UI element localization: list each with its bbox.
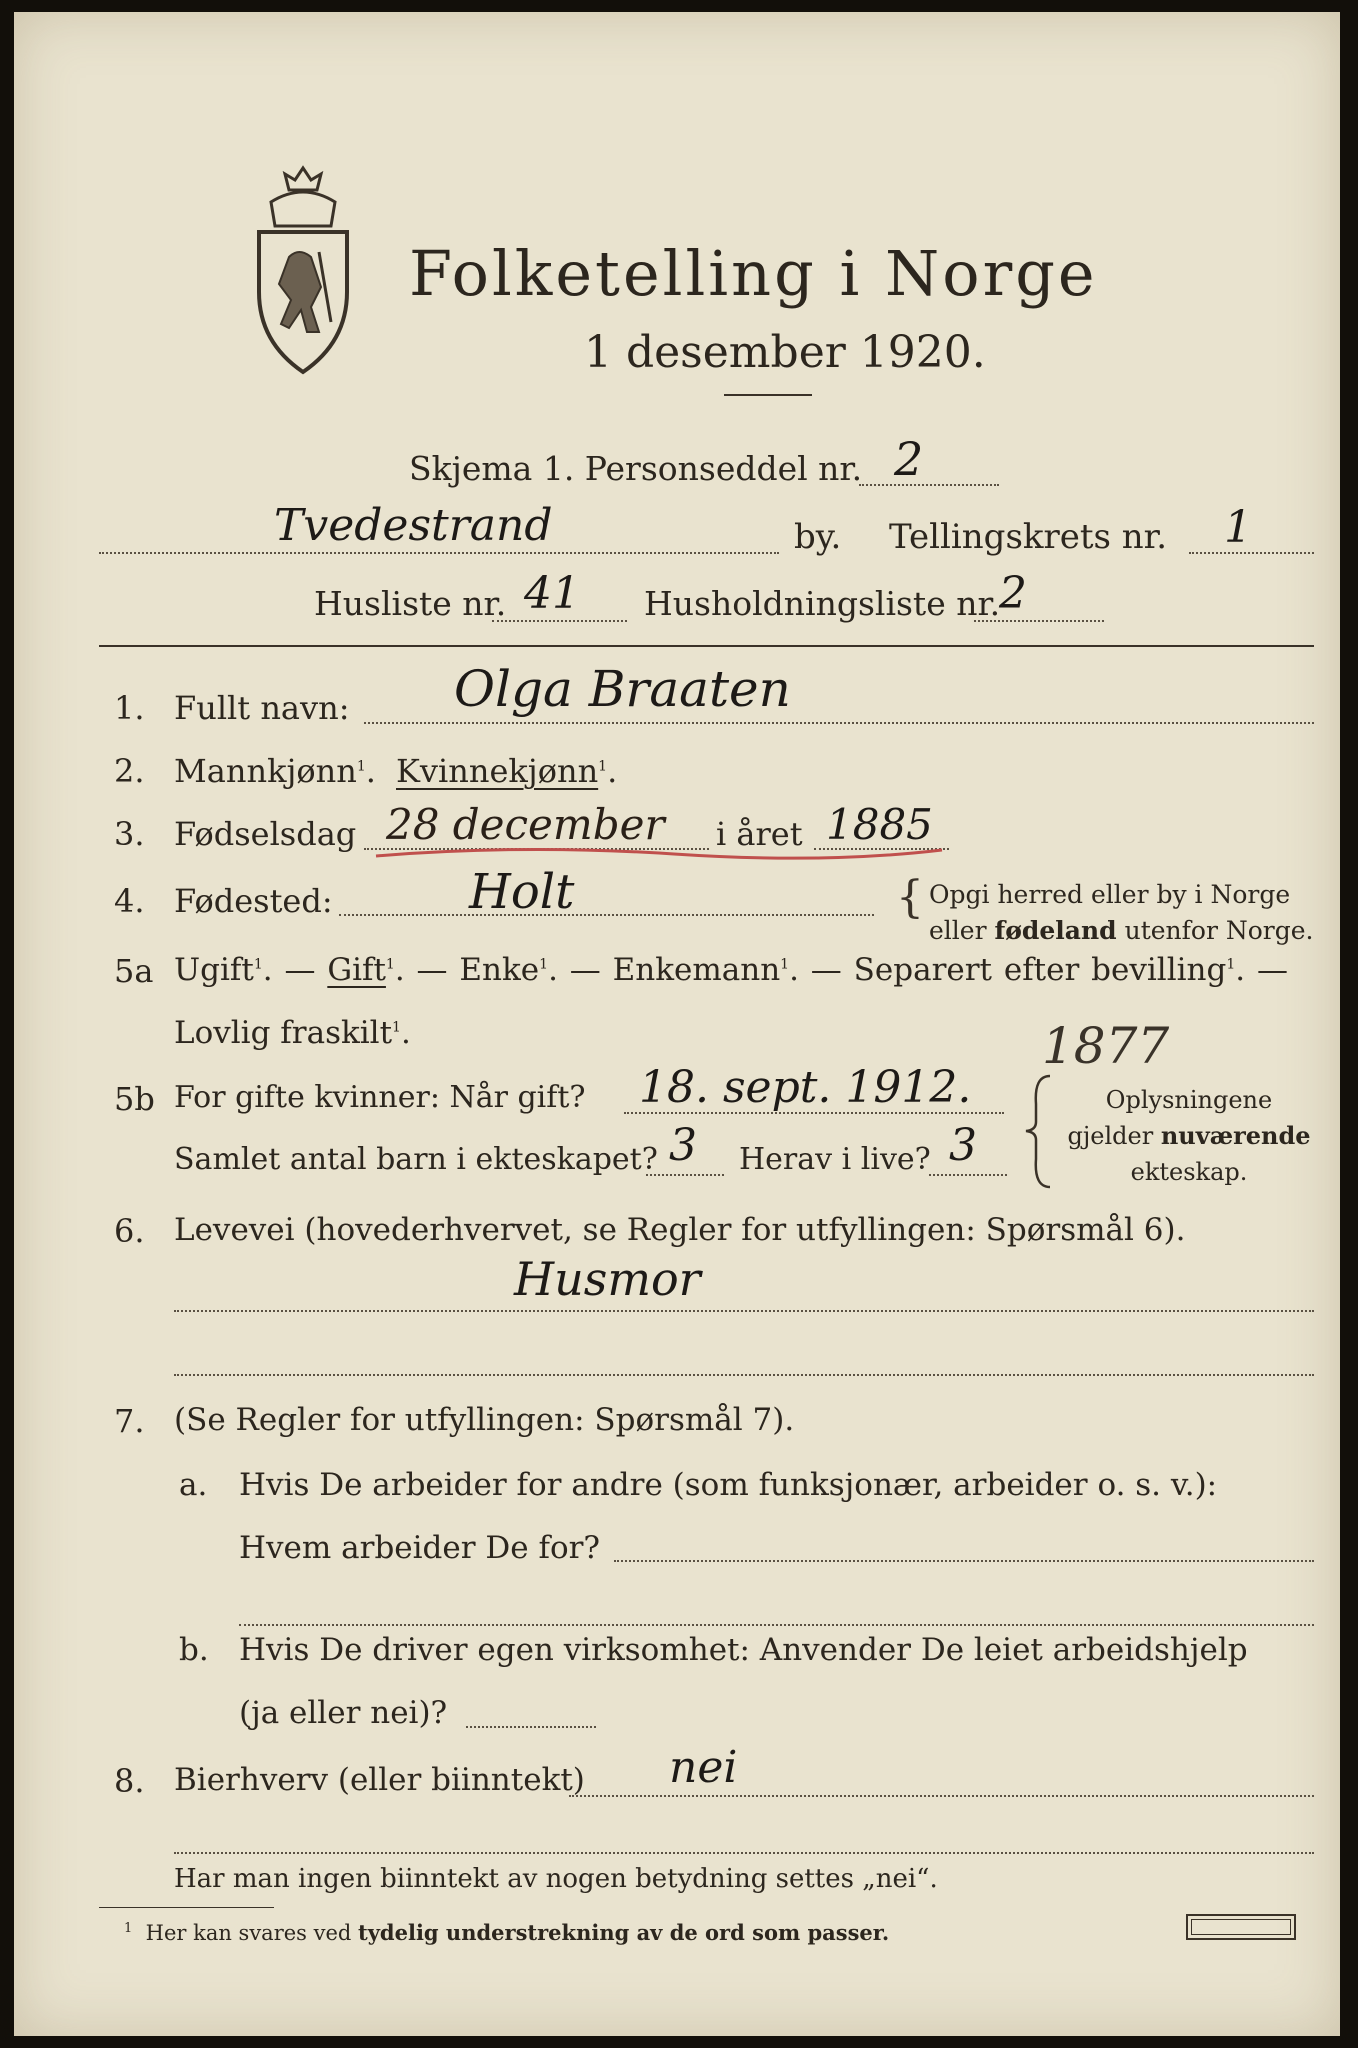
q5b-note: Oplysningene gjelder nuværende ekteskap. [1067, 1086, 1311, 1186]
q2-option-male: Mannkjønn$^1$. [174, 752, 376, 790]
q6-number: 6. [114, 1212, 145, 1250]
dotted-line [492, 620, 627, 622]
title-divider [724, 394, 812, 396]
q3-answer-birthday: 28 december [386, 800, 665, 849]
dotted-line [364, 722, 1314, 724]
q5b-answer-children: 3 [669, 1120, 697, 1171]
q5b-children-label: Samlet antal barn i ekteskapet? [174, 1142, 658, 1177]
q6-answer-occupation: Husmor [514, 1252, 701, 1306]
q5b-note-brace [1024, 1074, 1054, 1189]
q5a-number: 5a [114, 952, 154, 990]
q7-number: 7. [114, 1402, 145, 1440]
dotted-line [929, 1174, 1007, 1176]
printer-stamp [1186, 1914, 1296, 1940]
form-title: Folketelling i Norge [409, 237, 1098, 310]
tellingskrets-label: Tellingskrets nr. [889, 517, 1168, 557]
husholdningsliste-label: Husholdningsliste nr. [644, 584, 1001, 623]
q2-number: 2. [114, 752, 145, 790]
form-schema-label: Skjema 1. Personseddel nr. [409, 449, 863, 488]
q4-label: Fødested: [174, 882, 333, 920]
q7b-yes-no-label: (ja eller nei)? [239, 1695, 448, 1731]
q1-label: Fullt navn: [174, 689, 350, 727]
q5a-options: Ugift$^1$. — Gift$^1$. — Enke$^1$. — Enkemann$^1$. — Separert efter bevilling$^1$. — [174, 952, 1288, 988]
dotted-line [174, 1852, 1314, 1854]
q4-note-brace: { [896, 872, 924, 923]
red-underline-mark [374, 842, 944, 866]
dotted-line [614, 1560, 1314, 1562]
dotted-line [239, 1624, 1314, 1626]
q7-label: (Se Regler for utfyllingen: Spørsmål 7). [174, 1402, 795, 1438]
dotted-line [859, 484, 999, 486]
tellingskrets-number: 1 [1224, 502, 1252, 553]
dotted-line [569, 1795, 1314, 1797]
q3-year-label: i året [716, 815, 803, 853]
dotted-line [99, 552, 779, 554]
q1-number: 1. [114, 689, 145, 727]
q5b-number: 5b [114, 1080, 155, 1118]
header-rule [99, 645, 1314, 647]
q4-number: 4. [114, 882, 145, 920]
dotted-line [646, 1174, 724, 1176]
husliste-label: Husliste nr. [314, 584, 507, 623]
town-name: Tvedestrand [274, 500, 553, 551]
q3-answer-birth-year: 1885 [826, 800, 933, 849]
dotted-line [974, 620, 1104, 622]
margin-annotation: 1877 [1042, 1017, 1170, 1075]
by-label: by. [794, 517, 842, 557]
q6-label: Levevei (hovederhvervet, se Regler for utfyllingen: Spørsmål 6). [174, 1212, 1186, 1248]
dotted-line [339, 914, 874, 916]
q4-answer-birthplace: Holt [469, 864, 575, 920]
q8-number: 8. [114, 1762, 145, 1800]
q8-note: Har man ingen biinntekt av nogen betydning settes „nei“. [174, 1864, 938, 1894]
footnote: $^1$ Her kan svares ved tydelig understrekning av de ord som passer. [124, 1920, 890, 1945]
footnote-rule [99, 1907, 274, 1908]
q7a-who-label: Hvem arbeider De for? [239, 1530, 601, 1566]
q7b-letter: b. [179, 1632, 209, 1668]
q5b-answer-marriage-date: 18. sept. 1912. [639, 1062, 972, 1113]
q7a-letter: a. [179, 1467, 208, 1503]
census-form-sheet [14, 12, 1340, 2036]
dotted-line [174, 1310, 1314, 1312]
q2-option-female: Kvinnekjønn$^1$. [396, 752, 618, 790]
husholdningsliste-number: 2 [999, 568, 1027, 619]
personseddel-number: 2 [894, 432, 924, 486]
q5a-option-lovlig-fraskilt: Lovlig fraskilt$^1$. [174, 1015, 411, 1051]
q3-label: Fødselsdag [174, 815, 357, 853]
q5b-alive-label: Herav i live? [739, 1142, 931, 1177]
q4-note: Opgi herred eller by i Norge eller fødeland utenfor Norge. [929, 880, 1314, 945]
q7b-label: Hvis De driver egen virksomhet: Anvender De leiet arbeidshjelp [239, 1632, 1248, 1668]
dotted-line [466, 1726, 596, 1728]
q3-number: 3. [114, 815, 145, 853]
q1-answer-full-name: Olga Braaten [454, 660, 791, 718]
dotted-line [174, 1374, 1314, 1376]
husliste-number: 41 [524, 568, 580, 619]
norwegian-coat-of-arms [249, 162, 357, 377]
census-date: 1 desember 1920. [584, 327, 986, 378]
q8-answer: nei [669, 1742, 738, 1793]
q7a-label: Hvis De arbeider for andre (som funksjonær, arbeider o. s. v.): [239, 1467, 1218, 1503]
q8-label: Bierhverv (eller biinntekt) [174, 1762, 585, 1798]
q5b-when-married-label: For gifte kvinner: Når gift? [174, 1080, 586, 1115]
q5b-answer-alive: 3 [949, 1120, 977, 1171]
